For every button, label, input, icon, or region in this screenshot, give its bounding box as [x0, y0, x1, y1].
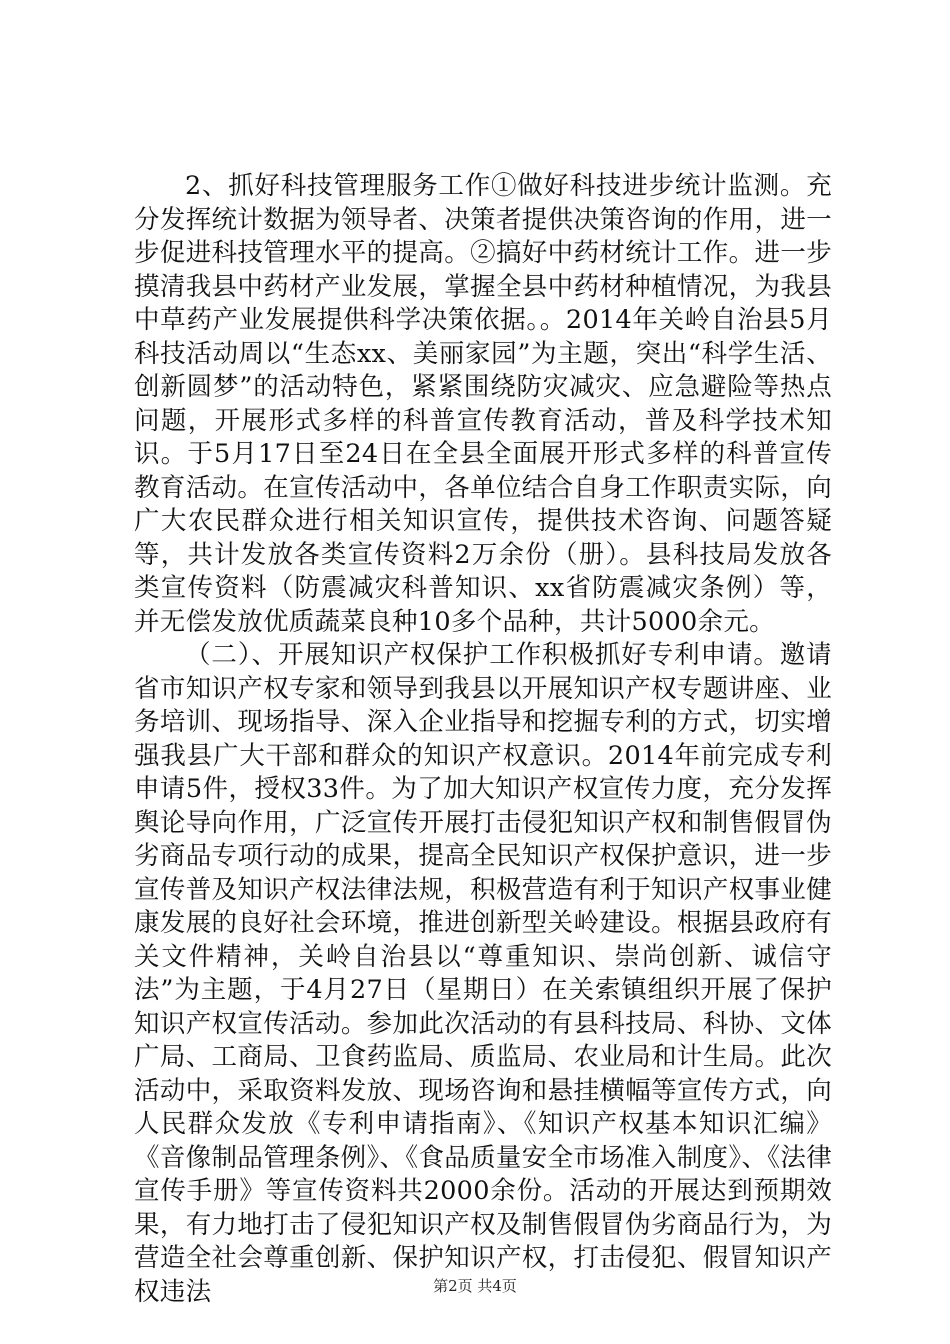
paragraph-science-management: 2、抓好科技管理服务工作①做好科技进步统计监测。充分发挥统计数据为领导者、决策者提供决策咨询的作用，进一步促进科技管理水平的提高。②搞好中药材统计工作。进一步摸清我县中药材产业发展，掌握全县中药材种植情况，为我县中草药产业发展提供科学决策依据。。2014年关岭自治县5月科技活动周以“生态xx、美丽家园”为主题，突出“科学生活、创新圆梦”的活动特色，紧紧围绕防灾减灾、应急避险等热点问题，开展形式多样的科普宣传教育活动，普及科学技术知识。于5月17日至24日在全县全面展开形式多样的科普宣传教育活动。在宣传活动中，各单位结合自身工作职责实际，向广大农民群众进行相关知识宣传，提供技术咨询、问题答疑等，共计发放各类宣传资料2万余份（册）。县科技局发放各类宣传资料（防震减灾科普知识、xx省防震减灾条例）等，并无偿发放优质蔬菜良种10多个品种，共计5000余元。	[134, 171, 832, 637]
page-footer: 第2页 共4页	[433, 1277, 517, 1295]
document-body	[134, 170, 832, 1309]
paragraph-intellectual-property: （二）、开展知识产权保护工作积极抓好专利申请。邀请省市知识产权专家和领导到我县以开展知识产权专题讲座、业务培训、现场指导、深入企业指导和挖掘专利的方式，切实增强我县广大干部和群众的知识产权意识。2014年前完成专利申请5件，授权33件。为了加大知识产权宣传力度，充分发挥舆论导向作用，广泛宣传开展打击侵犯知识产权和制售假冒伪劣商品专项行动的成果，提高全民知识产权保护意识，进一步宣传普及知识产权法律法规，积极营造有利于知识产权事业健康发展的良好社会环境，推进创新型关岭建设。根据县政府有关文件精神，关岭自治县以“尊重知识、崇尚创新、诚信守法”为主题，于4月27日（星期日）在关索镇组织开展了保护知识产权宣传活动。参加此次活动的有县科技局、科协、文体广局、工商局、卫食药监局、质监局、农业局和计生局。此次活动中，采取资料发放、现场咨询和悬挂横幅等宣传方式，向人民群众发放《专利申请指南》、《知识产权基本知识汇编》《音像制品管理条例》、《食品质量安全市场准入制度》、《法律宣传手册》等宣传资料共2000余份。活动的开展达到预期效果，有力地打击了侵犯知识产权及制售假冒伪劣商品行为，为营造全社会尊重创新、保护知识产权，打击侵犯、假冒知识产权违法	[134, 640, 832, 1307]
